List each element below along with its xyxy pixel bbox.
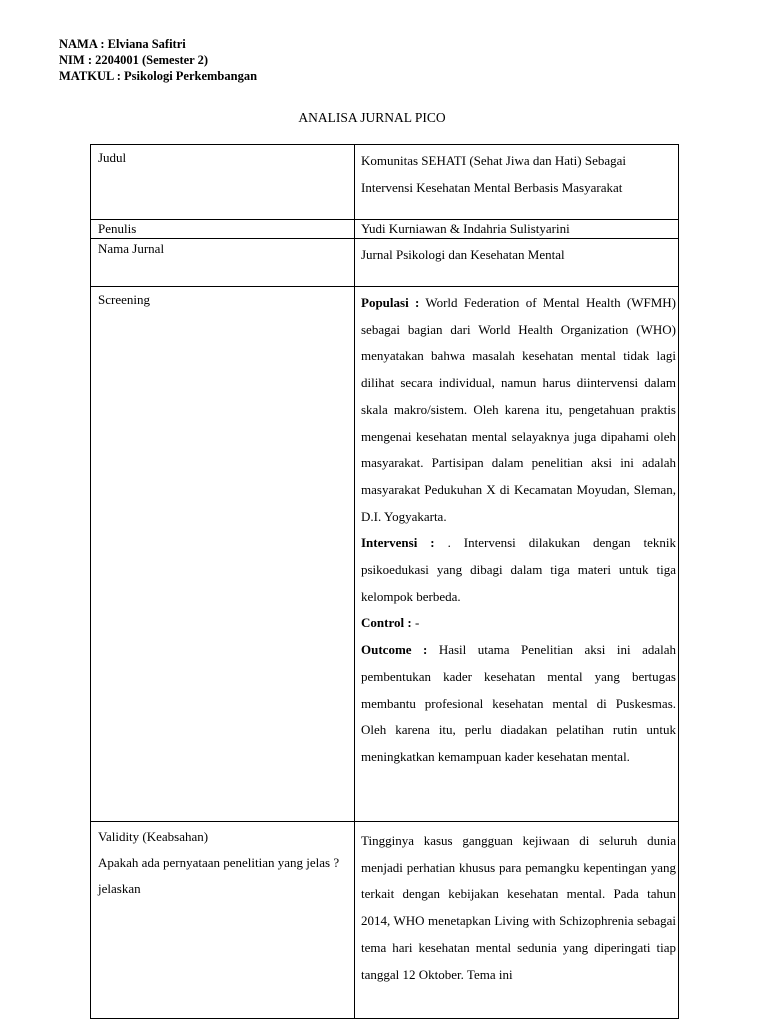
intervensi-label: Intervensi :	[361, 535, 435, 551]
course-name: MATKUL : Psikologi Perkembangan	[59, 69, 258, 83]
judul-label: Judul	[91, 145, 355, 220]
judul-value: Komunitas SEHATI (Sehat Jiwa dan Hati) Sebagai Intervensi Kesehatan Mental Berbasis Masyarakat	[355, 145, 679, 220]
control-label: Control :	[361, 615, 412, 631]
outcome-label: Outcome :	[361, 642, 428, 658]
control-text: -	[411, 615, 420, 631]
intervensi-paragraph	[361, 530, 676, 610]
outcome-paragraph	[361, 637, 676, 771]
penulis-value: Yudi Kurniawan & Indahria Sulistyarini	[355, 220, 679, 239]
penulis-label: Penulis	[91, 220, 355, 239]
nama-jurnal-label: Nama Jurnal	[91, 239, 355, 287]
table-row-judul	[91, 145, 679, 220]
table-row-penulis	[91, 220, 679, 239]
screening-label: Screening	[91, 287, 355, 822]
screening-value	[355, 287, 679, 822]
document-title: ANALISA JURNAL PICO	[298, 110, 446, 125]
student-header	[59, 36, 257, 84]
pico-analysis-table	[90, 144, 679, 1019]
validity-label: Validity (Keabsahan)	[98, 829, 209, 844]
validity-label-cell	[91, 822, 355, 1019]
populasi-label: Populasi :	[361, 295, 420, 310]
validity-value: Tingginya kasus gangguan kejiwaan di seluruh dunia menjadi perhatian khusus para pemangku kepentingan yang terkait dengan kebijakan kesehatan mental. Pada tahun 2014, WHO menetapkan Living with Schizophrenia sebagai tema hari kesehatan mental sedunia yang diperingati tiap tanggal 12 Oktober. Tema ini	[355, 822, 679, 1019]
student-nim: NIM : 2204001 (Semester 2)	[59, 53, 209, 67]
table-row-validity	[91, 822, 679, 1019]
student-name: NAMA : Elviana Safitri	[59, 37, 186, 51]
populasi-text: World Federation of Mental Health (WFMH) sebagai bagian dari World Health Organization (WHO) menyatakan bahwa masalah kesehatan mental tidak lagi dilihat secara individual, namun harus diintervensi dalam skala makro/sistem. Oleh karena itu, pengetahuan praktis mengenai kesehatan mental selayaknya juga dipahami oleh masyarakat. Partisipan dalam penelitian aksi ini adalah masyarakat Pedukuhan X di Kecamatan Moyudan, Sleman, D.I. Yogyakarta.	[361, 295, 677, 524]
outcome-text: Hasil utama Penelitian aksi ini adalah pembentukan kader kesehatan mental yang bertugas membantu profesional kesehatan mental di Puskesmas. Oleh karena itu, perlu diadakan pelatihan rutin untuk meningkatkan kemampuan kader kesehatan mental.	[361, 642, 677, 764]
validity-question: Apakah ada pernyataan penelitian yang jelas ? jelaskan	[98, 855, 340, 896]
nama-jurnal-value: Jurnal Psikologi dan Kesehatan Mental	[355, 239, 679, 287]
populasi-paragraph	[361, 290, 676, 530]
intervensi-text: . Intervensi dilakukan dengan teknik psikoedukasi yang dibagi dalam tiga materi untuk tiga kelompok berbeda.	[361, 535, 676, 604]
table-row-screening	[91, 287, 679, 822]
control-paragraph	[361, 610, 676, 637]
table-row-nama-jurnal	[91, 239, 679, 287]
